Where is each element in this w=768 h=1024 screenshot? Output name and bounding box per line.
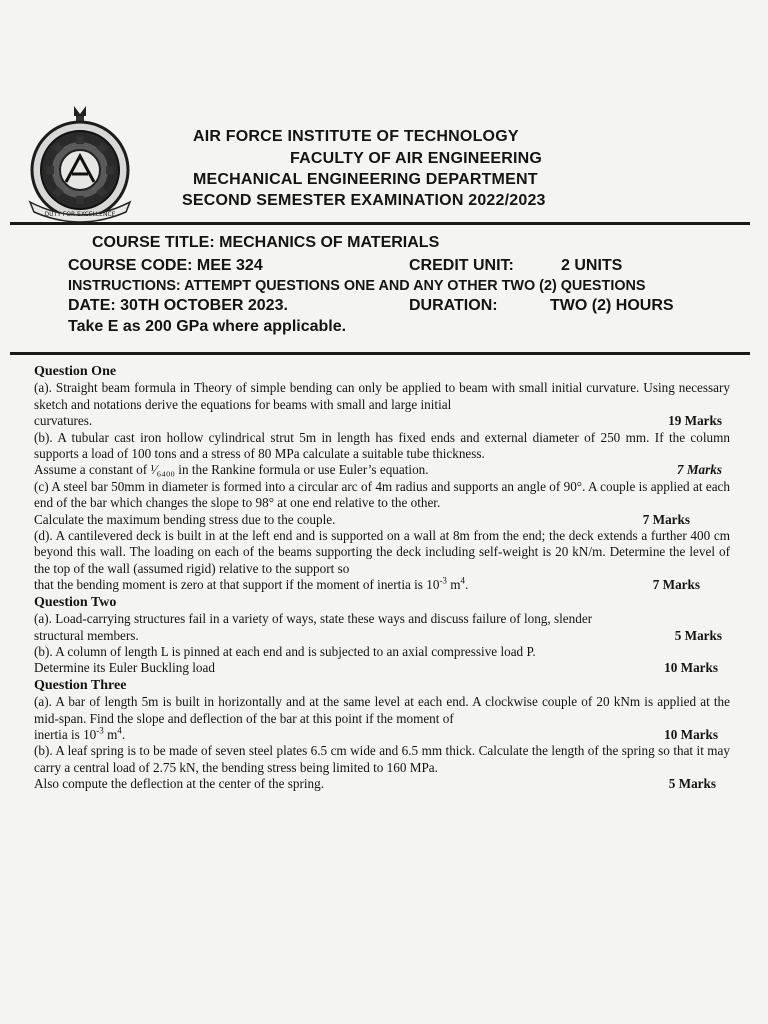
institute-crest-logo [16,104,144,222]
question-three-heading: Question Three [34,677,127,693]
crest-motto: DUTY FOR EXCELLENCE [44,211,116,218]
question-two-b [34,644,730,677]
faculty-name: FACULTY OF AIR ENGINEERING [290,150,543,167]
q1b-last-line: Assume a constant of ¹⁄₆₄₀₀ in the Rankine formula or use Euler’s equation. [34,462,429,478]
credit-unit-value: 2 UNITS [561,257,623,274]
question-three-a [34,694,730,743]
q1a-last-line: curvatures. [34,413,93,429]
q1c-last-line: Calculate the maximum bending stress due to the couple. [34,511,336,527]
q1c-text: (c) A steel bar 50mm in diameter is formed into a circular arc of 4m radius and supports an angle of 90°. A couple is applied at each end of the bar which changes the slope to 98° at one end relative to the other. [34,478,730,511]
exam-title: SECOND SEMESTER EXAMINATION 2022/2023 [182,192,546,209]
department-name: MECHANICAL ENGINEERING DEPARTMENT [193,171,538,188]
institute-name: AIR FORCE INSTITUTE OF TECHNOLOGY [193,128,519,145]
question-one-a [34,380,730,429]
q1b-marks: 7 Marks [676,462,722,478]
duration-value: TWO (2) HOURS [550,297,674,314]
q3b-text: (b). A leaf spring is to be made of seven steel plates 6.5 cm wide and 6.5 mm thick. Calculate the length of the spring so that it may carry a central load of 2.75 kN, the bending stress being limited to 160 MPa. [34,743,730,775]
credit-unit-label: CREDIT UNIT: [409,257,514,274]
q1d-text: (d). A cantilevered deck is built in at the left end and is supported on a wall at 8m from the end; the deck extends a further 400 cm beyond this wall. The loading on each of the beams supporting the deck including self-weight is 20 kN/m. Determine the level of the top of the wall (assumed rigid) relative to the support so [34,528,730,576]
exam-date: DATE: 30TH OCTOBER 2023. [68,297,288,314]
question-three-b [34,743,730,792]
instructions: INSTRUCTIONS: ATTEMPT QUESTIONS ONE AND ANY OTHER TWO (2) QUESTIONS [68,278,646,294]
q3a-marks: 10 Marks [664,726,718,742]
header-divider-top [10,222,750,225]
q3b-marks: 5 Marks [668,776,716,792]
duration-label: DURATION: [409,297,498,314]
question-two-a [34,611,730,644]
question-two-heading: Question Two [34,594,117,610]
q3a-last-line: inertia is $10^{-3}$ $m^4$. [34,725,126,742]
q2b-marks: 10 Marks [664,660,718,676]
question-one-c [34,479,730,528]
q1a-text: (a). Straight beam formula in Theory of simple bending can only be applied to beam with small initial curvature. Using necessary sketch and notations derive the equations for beams with small and large initial [34,380,730,412]
q3a-text: (a). A bar of length 5m is built in horizontally and at the same level at each end. A clockwise couple of 20 kNm is applied at the mid-span. Find the slope and deflection of the bar at this point if the moment of [34,694,730,726]
question-one-heading: Question One [34,364,117,379]
course-code: COURSE CODE: MEE 324 [68,257,263,274]
youngs-modulus-note: Take E as 200 GPa where applicable. [68,318,347,335]
q2a-text: (a). Load-carrying structures fail in a variety of ways, state these ways and discuss failure of long, slender [34,611,593,627]
q2b-last-line: Determine its Euler Buckling load [34,660,215,676]
q2a-marks: 5 Marks [674,627,722,643]
q1b-text: (b). A tubular cast iron hollow cylindrical strut 5m in length has fixed ends and external diameter of 250 mm. If the column supports a load of 100 tons and a stress of 80 MPa calculate a suitable tube thickness. [34,429,730,462]
q1a-marks: 19 Marks [668,413,722,429]
q1d-marks: 7 Marks [652,577,700,593]
q1c-marks: 7 Marks [642,511,690,527]
q1d-last-line: that the bending moment is zero at that support if the moment of inertia is $10^{-3}$ $m^4$. [34,575,469,593]
q3b-last-line: Also compute the deflection at the center of the spring. [34,776,325,792]
q2b-text: (b). A column of length L is pinned at each end and is subjected to an axial compressive load P. [34,643,536,659]
questions-body [34,363,730,793]
q2a-last-line: structural members. [34,627,139,643]
question-one-d [34,528,730,594]
header-divider-bottom [10,352,750,355]
course-title: COURSE TITLE: MECHANICS OF MATERIALS [92,234,440,251]
question-one-b [34,430,730,479]
